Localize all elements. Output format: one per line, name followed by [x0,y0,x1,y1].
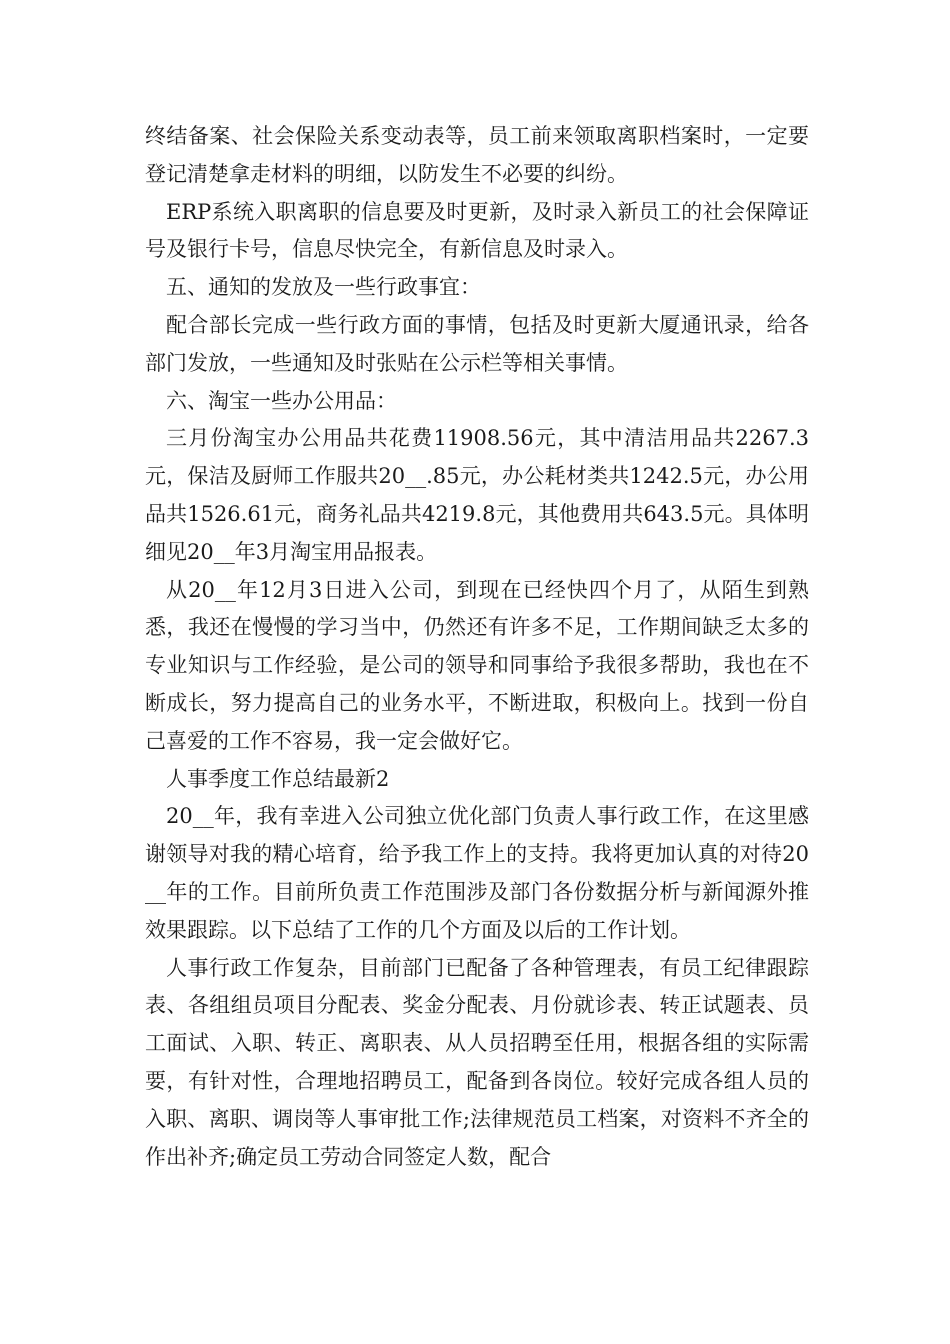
paragraph-personal-reflection: 从20__年12月3日进入公司，到现在已经快四个月了，从陌生到熟悉，我还在慢慢的学习当中，仍然还有许多不足，工作期间缺乏太多的专业知识与工作经验，是公司的领导和同事给予我很多帮助，我也在不断成长，努力提高自己的业务水平，不断进取，积极向上。找到一份自己喜爱的工作不容易，我一定会做好它。 [145,577,809,753]
section-heading-office-supplies: 六、淘宝一些办公用品： [166,388,397,413]
paragraph-admin-affairs: 配合部长完成一些行政方面的事情，包括及时更新大厦通讯录，给各部门发放，一些通知及时张贴在公示栏等相关事情。 [145,312,809,375]
paragraph-summary-intro: 20__年，我有幸进入公司独立优化部门负责人事行政工作，在这里感谢领导对我的精心培育，给予我工作上的支持。我将更加认真的对待20__年的工作。目前所负责工作范围涉及部门各份数据分析与新闻源外推效果跟踪。以下总结了工作的几个方面及以后的工作计划。 [145,804,809,942]
section-heading-notices: 五、通知的发放及一些行政事宜： [166,275,481,300]
paragraph-hr-work: 人事行政工作复杂，目前部门已配备了各种管理表，有员工纪律跟踪表、各组组员项目分配表、奖金分配表、月份就诊表、转正试题表、员工面试、入职、转正、离职表、从人员招聘至任用，根据各组的实际需要，有针对性，合理地招聘员工，配备到各岗位。较好完成各组人员的入职、离职、调岗等人事审批工作;法律规范员工档案，对资料不齐全的作出补齐;确定员工劳动合同签定人数，配合 [145,955,809,1169]
paragraph-erp-update: ERP系统入职离职的信息要及时更新，及时录入新员工的社会保障证号及银行卡号，信息尽快完全，有新信息及时录入。 [145,199,809,262]
section-title-summary-2: 人事季度工作总结最新2 [166,766,390,791]
document-body [145,118,809,1176]
paragraph-supplies-expenses: 三月份淘宝办公用品共花费11908.56元，其中清洁用品共2267.3元，保洁及厨师工作服共20__.85元，办公耗材类共1242.5元，办公用品共1526.61元，商务礼品共4219.8元，其他费用共643.5元。具体明细见20__年3月淘宝用品报表。 [145,426,809,564]
paragraph-archive-notice: 终结备案、社会保险关系变动表等，员工前来领取离职档案时，一定要登记清楚拿走材料的明细，以防发生不必要的纠纷。 [145,124,809,186]
